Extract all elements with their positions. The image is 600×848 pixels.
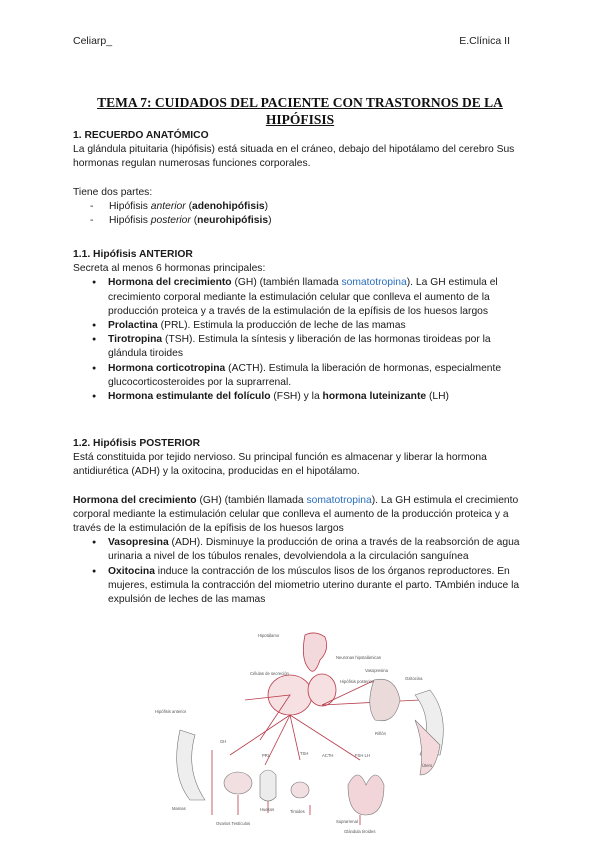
svg-text:Mamas: Mamas — [172, 806, 186, 811]
svg-text:Tiroides: Tiroides — [290, 809, 305, 814]
svg-text:PRL: PRL — [262, 753, 271, 758]
list-item: - Hipófisis anterior (adenohipófisis) — [73, 200, 528, 214]
svg-text:Células de secreción: Células de secreción — [250, 671, 289, 676]
paragraph-intro: Secreta al menos 6 hormonas principales: — [73, 263, 266, 275]
paragraph-posterior: Está constituida por tejido nervioso. Su principal función es almacenar y liberar la hormona antidiurética (ADH) y la oxitocina, producidas en el hipotálamo. — [73, 452, 487, 478]
svg-text:Huesos: Huesos — [260, 807, 275, 812]
list-item: ● Vasopresina (ADH). Disminuye la producción de orina a través de la reabsorción de agua urinaria a nivel de los túbulos renales, devolviendola a la circulación sanguínea — [73, 536, 528, 564]
svg-text:Hipotálamo: Hipotálamo — [258, 633, 280, 638]
svg-text:Suprarrenal: Suprarrenal — [336, 819, 358, 824]
list-item: ● Hormona estimulante del folículo (FSH) y la hormona luteinizante (LH) — [73, 390, 528, 404]
svg-text:Útero: Útero — [422, 763, 433, 768]
section-heading: 1.1. Hipófisis ANTERIOR — [73, 249, 193, 260]
svg-text:Oxitocina: Oxitocina — [405, 676, 423, 681]
list-item: ● Hormona del crecimiento (GH) (también llamada somatotropina). La GH estimula el crecimiento corporal mediante la estimulación celular que conlleva el aumento de la producción proteica y a través de la estimulación de la epífisis de los huesos largos — [73, 276, 528, 319]
paragraph-pituitary: La glándula pituitaria (hipófisis) está situada en el cráneo, debajo del hipotálamo del cerebro Sus hormonas regulan numerosas funciones corporales. — [73, 144, 515, 170]
section-heading: 1.2. Hipófisis POSTERIOR — [73, 438, 201, 449]
section-heading: 1. RECUERDO ANATÓMICO — [73, 130, 209, 141]
list-item: - Hipófisis posterior (neurohipófisis) — [73, 214, 528, 228]
svg-text:Vasopresina: Vasopresina — [365, 668, 388, 673]
hormone-list — [73, 276, 528, 404]
page-title: TEMA 7: CUIDADOS DEL PACIENTE CON TRASTORNOS DE LA HIPÓFISIS — [97, 95, 503, 127]
svg-text:GH: GH — [220, 739, 227, 744]
breast-shape — [177, 730, 205, 800]
paragraph-parts-intro: Tiene dos partes: — [73, 186, 153, 198]
svg-text:FSH LH: FSH LH — [355, 753, 370, 758]
list-item: ● Prolactina (PRL). Estimula la producción de leche de las mamas — [73, 319, 528, 333]
section-posterior — [73, 437, 528, 607]
paragraph-gh: Hormona del crecimiento (GH) (también llamada somatotropina). La GH estimula el crecimiento corporal mediante la estimulación celular que conlleva el aumento de la producción proteica y a través de la estimulación de la epífisis de los huesos largos — [73, 494, 519, 535]
svg-text:ACTH: ACTH — [322, 753, 334, 758]
svg-text:TSH: TSH — [300, 751, 309, 756]
list-item: ● Oxitocina induce la contracción de los músculos lisos de los órganos reproductores. En mujeres, estimula la contracción del miometrio uterino durante el parto. TAmbién induce la expulsión de leches de las mamas — [73, 565, 528, 608]
header-course: E.Clínica II — [459, 35, 510, 47]
list-item: ● Tirotropina (TSH). Estimula la síntesis y liberación de las hormonas tiroideas por la glándula tiroides — [73, 333, 528, 361]
section-anterior — [73, 248, 528, 404]
svg-text:Glándula tiroides: Glándula tiroides — [344, 829, 376, 834]
svg-text:Riñón: Riñón — [375, 731, 386, 736]
svg-text:Neuronas hipotalámicas: Neuronas hipotalámicas — [336, 655, 381, 660]
pituitary-diagram — [150, 625, 450, 840]
parts-list — [73, 200, 528, 228]
svg-text:Hipófisis anterior: Hipófisis anterior — [155, 709, 187, 714]
header-author: Celiarp_ — [73, 35, 113, 47]
section-anatomy — [73, 129, 528, 228]
svg-text:Ovarios Testículos: Ovarios Testículos — [216, 821, 251, 826]
hormone-list — [73, 536, 528, 607]
list-item: ● Hormona corticotropina (ACTH). Estimula la liberación de hormonas, especialmente glucocorticosteroides por la suprarrenal. — [73, 362, 528, 390]
svg-text:Hipófisis posterior: Hipófisis posterior — [340, 679, 374, 684]
